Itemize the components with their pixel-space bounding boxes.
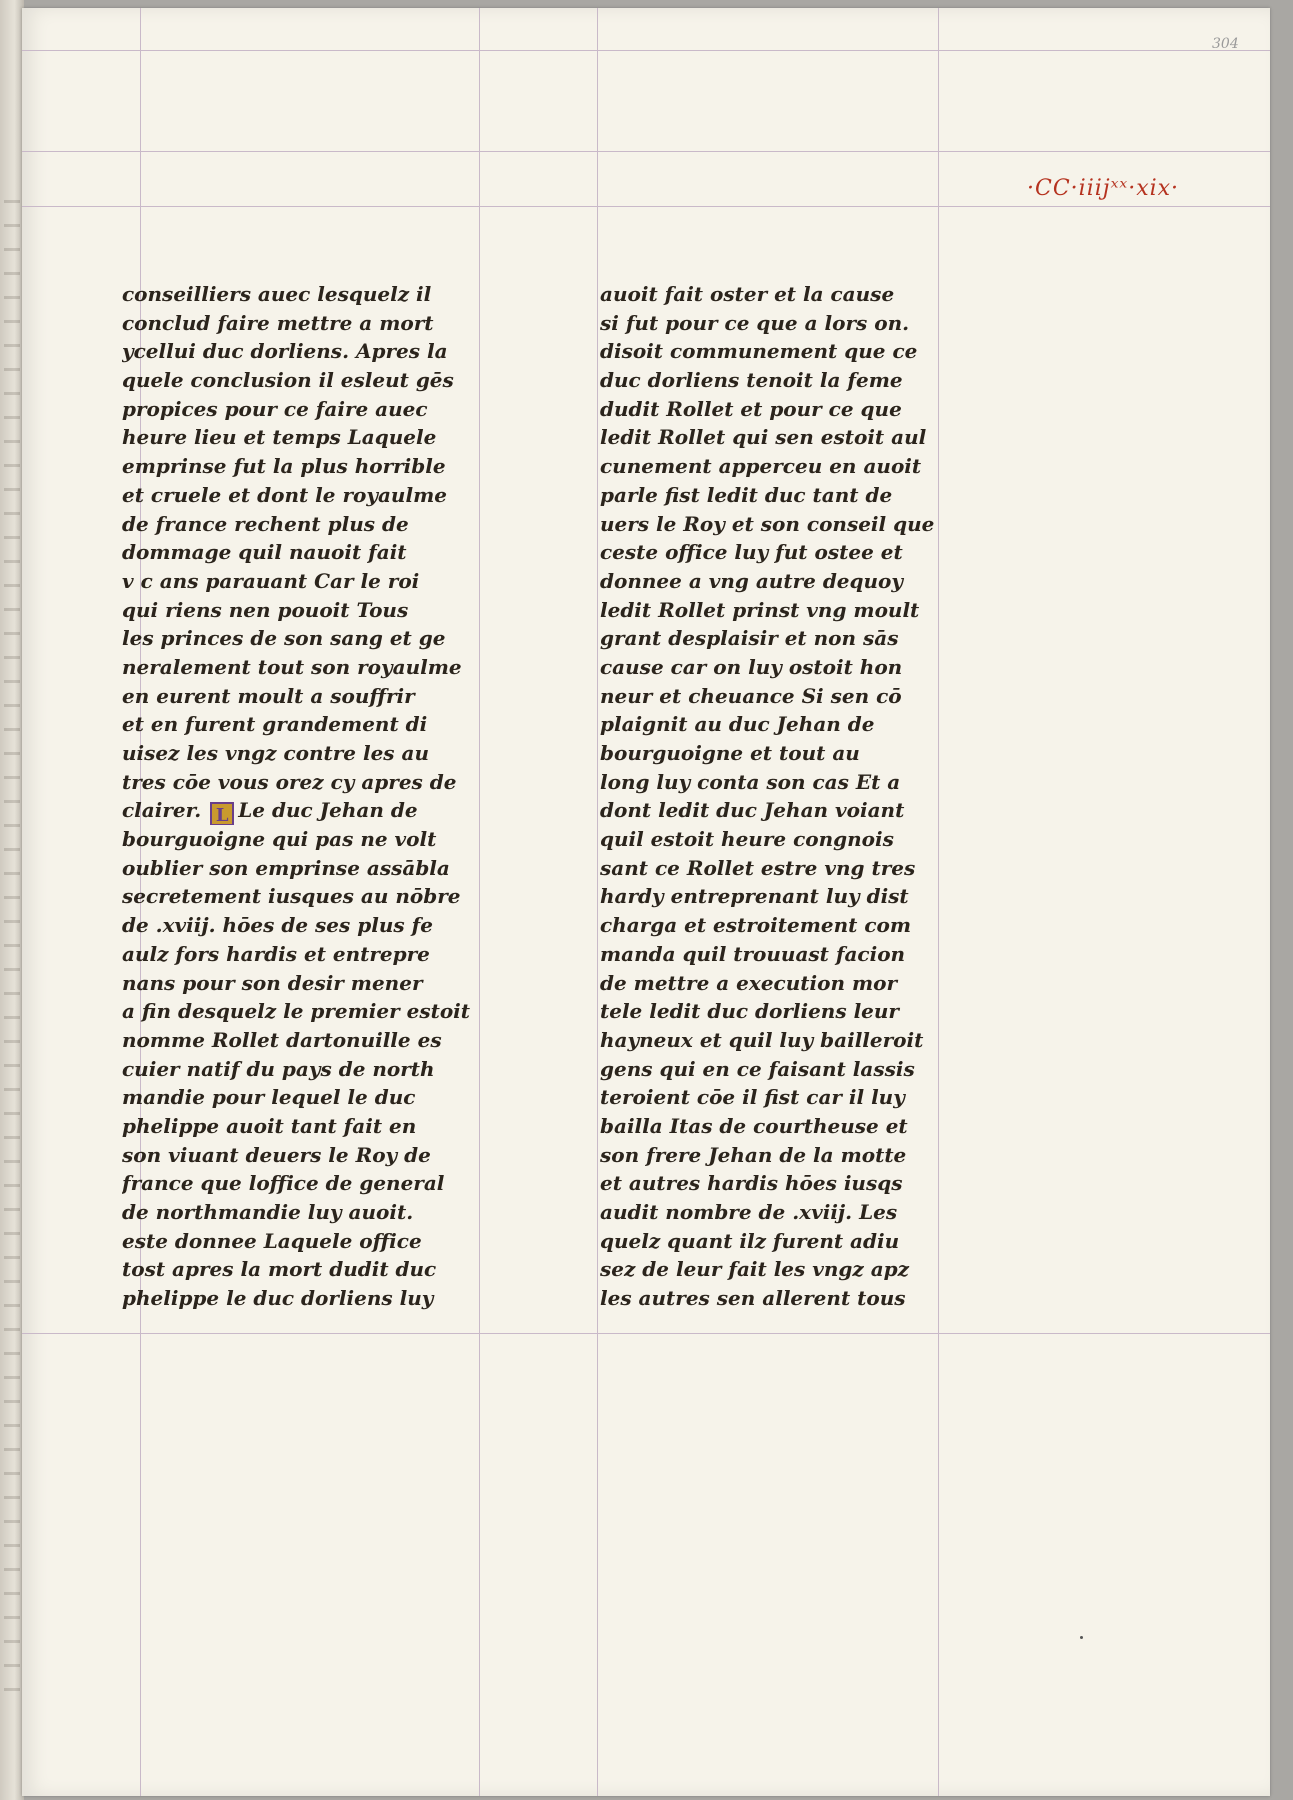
text-line: dommage quil nauoit fait: [122, 540, 407, 565]
text-line: a fin desquelz le premier estoit: [122, 999, 471, 1024]
text-line: cunement apperceu en auoit: [600, 454, 922, 479]
text-line: hayneux et quil luy bailleroit: [600, 1027, 924, 1052]
text-line: teroient cōe il fist car il luy: [600, 1085, 905, 1110]
text-line: quil estoit heure congnois: [600, 827, 894, 852]
text-line: ceste office luy fut ostee et: [600, 540, 903, 565]
ruling-line: [22, 1333, 1270, 1334]
text-line: ycellui duc dorliens. Apres la: [122, 339, 448, 364]
text-line: en eurent moult a souffrir: [122, 683, 415, 708]
text-line: quelz quant ilz furent adiu: [600, 1228, 900, 1253]
text-line: audit nombre de .xviij. Les: [600, 1200, 898, 1224]
text-line: les princes de son sang et ge: [122, 626, 446, 651]
text-line: cuier natif du pays de north: [122, 1056, 435, 1081]
text-column-right: [600, 280, 1010, 1313]
text-line: son viuant deuers le Roy de: [122, 1142, 431, 1167]
text-line: mandie pour lequel le duc: [122, 1085, 416, 1110]
text-line: nans pour son desir mener: [122, 970, 423, 995]
text-line: neralement tout son royaulme: [122, 654, 462, 679]
ruling-line: [22, 151, 1270, 152]
text-line: et autres hardis hōes iusqs: [600, 1171, 903, 1196]
text-line: donnee a vng autre dequoy: [600, 568, 904, 593]
text-line: son frere Jehan de la motte: [600, 1142, 907, 1167]
text-line: cause car on luy ostoit hon: [600, 654, 903, 679]
ruling-line: [22, 50, 1270, 51]
text-line: uers le Roy et son conseil que: [600, 511, 935, 536]
text-line: et cruele et dont le royaulme: [122, 482, 447, 507]
text-line: de northmandie luy auoit.: [122, 1200, 414, 1224]
text-line: de .xviij. hōes de ses plus fe: [122, 913, 433, 938]
text-line: auoit fait oster et la cause: [600, 282, 895, 306]
text-line: france que loffice de general: [122, 1171, 445, 1196]
text-line: long luy conta son cas Et a: [600, 769, 901, 794]
text-line: dont ledit duc Jehan voiant: [600, 798, 905, 823]
text-line: gens qui en ce faisant lassis: [600, 1056, 915, 1081]
text-line: emprinse fut la plus horrible: [122, 454, 446, 479]
ruling-line: [22, 206, 1270, 207]
text-line: bailla Itas de courtheuse et: [600, 1113, 908, 1138]
text-line: manda quil trouuast facion: [600, 941, 906, 966]
text-line: qui riens nen pouoit Tous: [122, 597, 409, 622]
running-header: ·CC·iiijˣˣ·xix·: [1027, 176, 1180, 201]
text-line: este donnee Laquele office: [122, 1228, 422, 1253]
text-line-continuation: Le duc Jehan de: [238, 798, 418, 823]
text-line: propices pour ce faire auec: [122, 396, 428, 421]
text-line: de mettre a execution mor: [600, 970, 897, 995]
text-line: ledit Rollet qui sen estoit aul: [600, 425, 927, 450]
text-line: tres cōe vous orez cy apres de: [122, 769, 457, 794]
manuscript-folio: [22, 8, 1270, 1796]
text-line: secretement iusques au nōbre: [122, 884, 461, 909]
text-column-left: [122, 280, 522, 1313]
text-line: phelippe le duc dorliens luy: [122, 1286, 434, 1311]
text-line: grant desplaisir et non sās: [600, 626, 899, 651]
text-line: sez de leur fait les vngz apz: [600, 1257, 910, 1282]
text-line: uisez les vngz contre les au: [122, 741, 430, 765]
text-line: sant ce Rollet estre vng tres: [600, 855, 916, 880]
text-line: ledit Rollet prinst vng moult: [600, 597, 920, 622]
text-line: conclud faire mettre a mort: [122, 310, 434, 335]
text-line: duc dorliens tenoit la feme: [600, 368, 903, 393]
text-line: disoit communement que ce: [600, 339, 918, 364]
text-line: v c ans parauant Car le roi: [122, 568, 420, 593]
text-line: si fut pour ce que a lors on.: [600, 310, 910, 335]
text-line: les autres sen allerent tous: [600, 1286, 906, 1311]
text-line: dudit Rollet et pour ce que: [600, 396, 902, 421]
text-line: parle fist ledit duc tant de: [600, 482, 893, 507]
text-line: phelippe auoit tant fait en: [122, 1113, 417, 1138]
text-line: plaignit au duc Jehan de: [600, 712, 875, 737]
text-line: de france rechent plus de: [122, 511, 409, 536]
text-line: charga et estroitement com: [600, 913, 912, 938]
text-line: oublier son emprinse assābla: [122, 855, 450, 880]
text-line: heure lieu et temps Laquele: [122, 425, 437, 450]
text-line: neur et cheuance Si sen cō: [600, 683, 902, 708]
previous-folio-text-traces: [4, 200, 20, 1700]
decorated-initial: L: [210, 802, 234, 825]
previous-folio-edge: [0, 0, 24, 1800]
text-line: aulz fors hardis et entrepre: [122, 941, 430, 966]
ruling-line: [597, 8, 598, 1796]
text-line: bourguoigne et tout au: [600, 741, 860, 765]
text-line-with-initial: [122, 796, 522, 825]
text-line: bourguoigne qui pas ne volt: [122, 827, 437, 852]
text-line: conseilliers auec lesquelz il: [122, 282, 432, 306]
text-line: tele ledit duc dorliens leur: [600, 999, 899, 1024]
folio-number: 304: [1212, 36, 1239, 52]
text-line-start: clairer.: [122, 798, 202, 823]
text-line: quele conclusion il esleut gēs: [122, 368, 454, 393]
text-line: hardy entreprenant luy dist: [600, 884, 909, 909]
text-line: tost apres la mort dudit duc: [122, 1257, 437, 1282]
text-line: nomme Rollet dartonuille es: [122, 1027, 442, 1052]
ink-speck: [1080, 1636, 1083, 1639]
text-line: et en furent grandement di: [122, 712, 428, 737]
